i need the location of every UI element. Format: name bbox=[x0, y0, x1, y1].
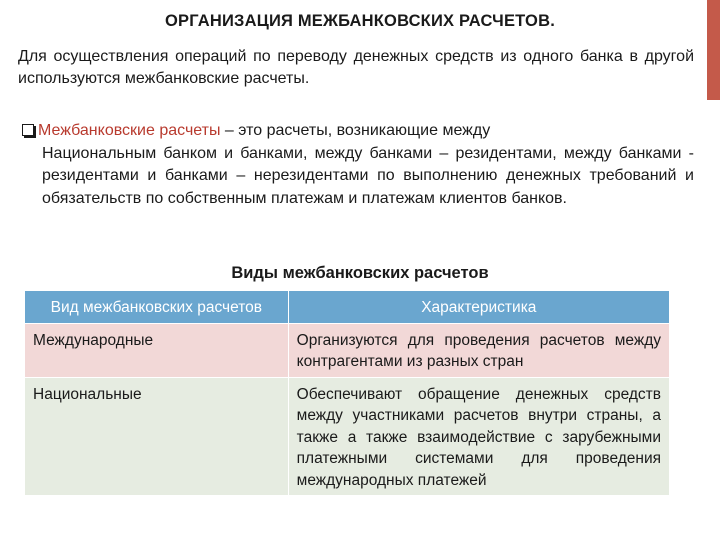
bullet-rest-text: Национальным банком и банками, между банками – резидентами, между банками - резидентами и банками – нерезидентами по выполнению денежных требований и обязательств по собственным платежам и платежам клиентов банков. bbox=[42, 144, 694, 207]
bullet-first-line bbox=[22, 120, 694, 143]
table-row bbox=[25, 377, 670, 496]
row-type-cell: Международные bbox=[25, 323, 289, 377]
checkbox-bullet-icon bbox=[22, 124, 34, 136]
bullet-definition bbox=[22, 120, 694, 210]
row-desc-cell: Обеспечивают обращение денежных средств между участниками расчетов внутри страны, а также а также взаимодействие с зарубежными платежными системами для проведения международных платежей bbox=[288, 377, 669, 496]
bullet-line1-text: – это расчеты, возникающие между bbox=[220, 122, 491, 139]
intro-paragraph: Для осуществления операций по переводу денежных средств из одного банка в другой используются межбанковские расчеты. bbox=[18, 48, 694, 87]
header-characteristic: Характеристика bbox=[288, 291, 669, 324]
table-row bbox=[25, 323, 670, 377]
bullet-term: Межбанковские расчеты bbox=[38, 122, 221, 139]
slide-title: ОРГАНИЗАЦИЯ МЕЖБАНКОВСКИХ РАСЧЕТОВ. bbox=[165, 12, 555, 30]
table-title: Виды межбанковских расчетов bbox=[231, 264, 489, 282]
row-type-cell: Национальные bbox=[25, 377, 289, 496]
row-desc-cell: Организуются для проведения расчетов между контрагентами из разных стран bbox=[288, 323, 669, 377]
table-header-row bbox=[25, 291, 670, 324]
header-type: Вид межбанковских расчетов bbox=[25, 291, 289, 324]
interbank-types-table bbox=[24, 290, 670, 496]
